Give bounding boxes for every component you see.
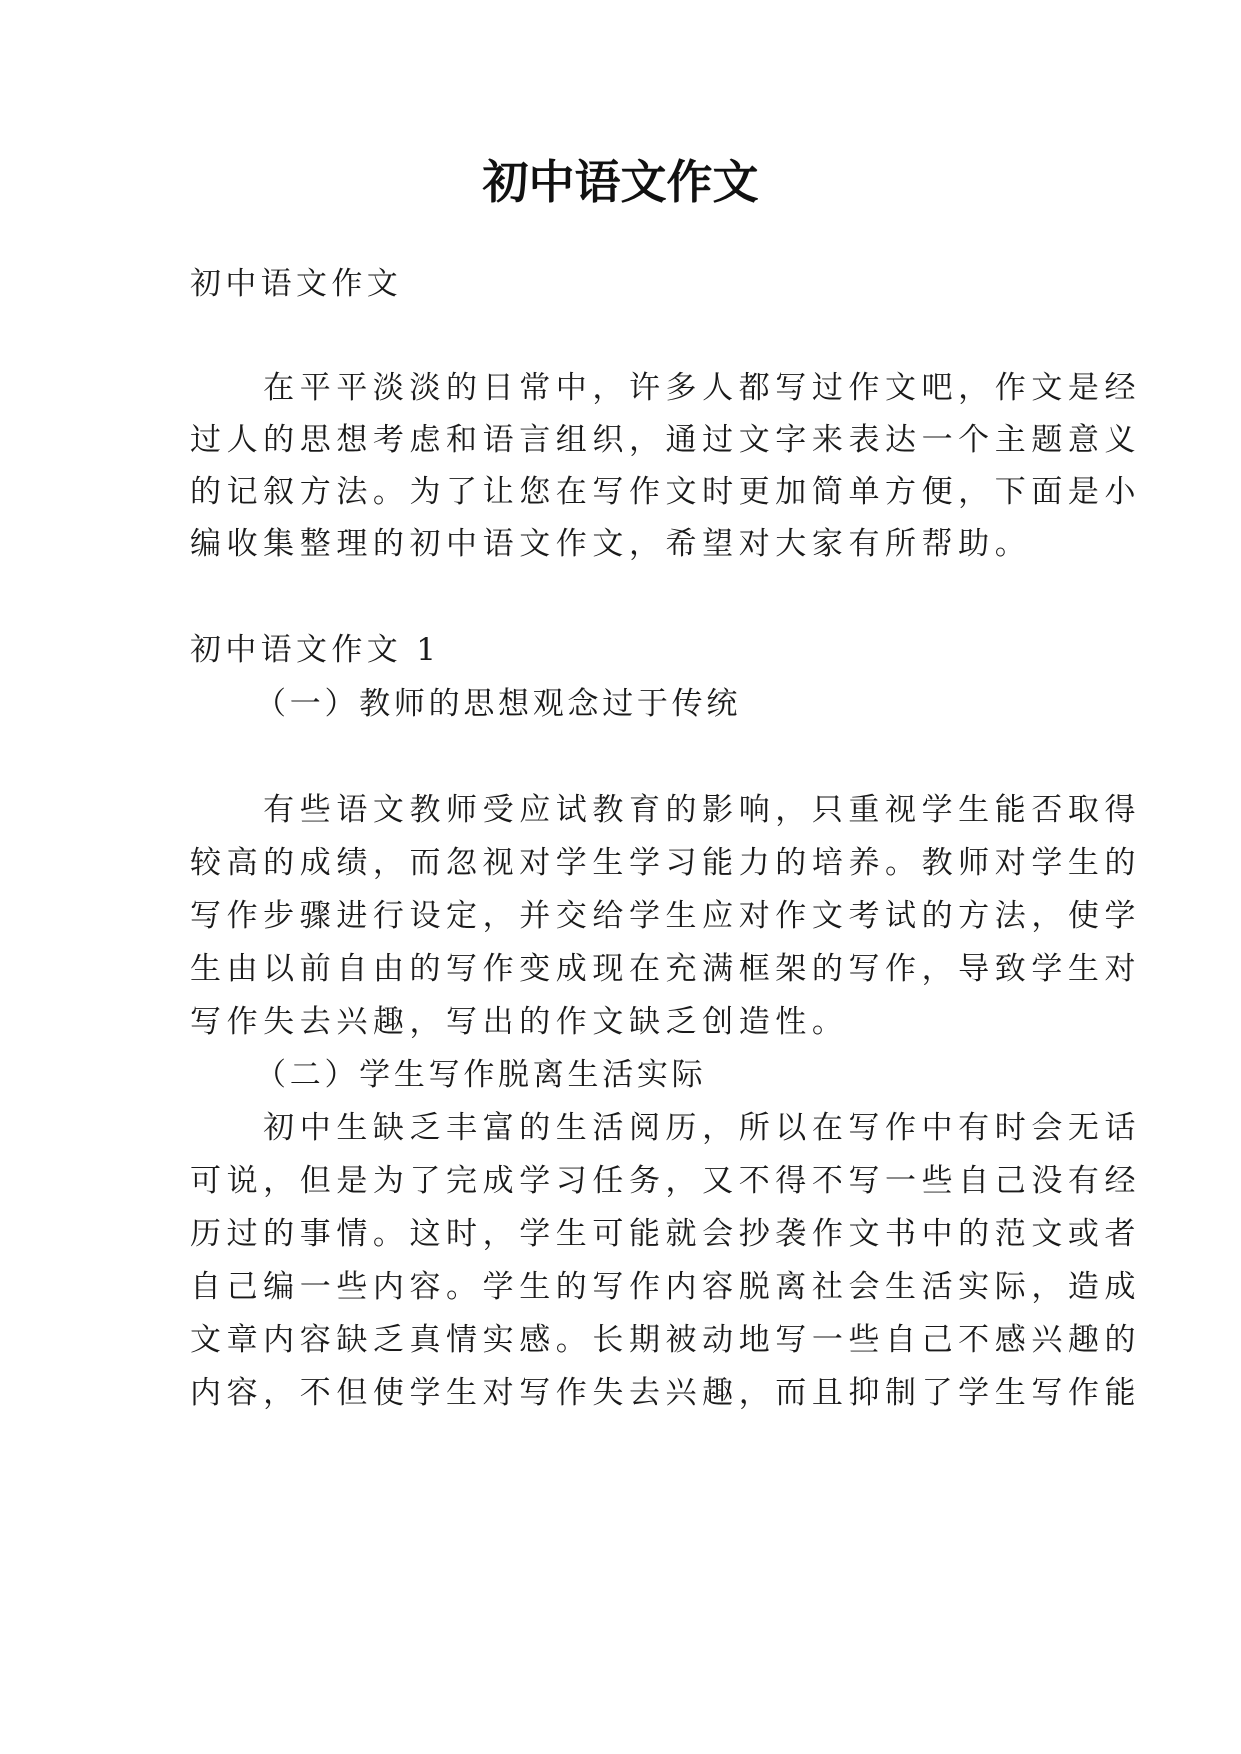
body-paragraph-line: 自己编一些内容。学生的写作内容脱离社会生活实际，造成 bbox=[190, 1269, 1142, 1305]
body-paragraph-line: 可说，但是为了完成学习任务，又不得不写一些自己没有经 bbox=[190, 1163, 1142, 1199]
intro-paragraph-line: 编收集整理的初中语文作文，希望对大家有所帮助。 bbox=[190, 526, 1032, 562]
intro-paragraph-line: 过人的思想考虑和语言组织，通过文字来表达一个主题意义 bbox=[190, 422, 1142, 458]
essay-heading: 初中语文作文 1 bbox=[190, 632, 441, 668]
body-paragraph-line: 写作失去兴趣，写出的作文缺乏创造性。 bbox=[190, 1004, 849, 1040]
intro-paragraph-line: 在平平淡淡的日常中，许多人都写过作文吧，作文是经 bbox=[263, 370, 1142, 406]
body-paragraph-line: 初中生缺乏丰富的生活阅历，所以在写作中有时会无话 bbox=[263, 1110, 1142, 1146]
body-paragraph-line: 生由以前自由的写作变成现在充满框架的写作，导致学生对 bbox=[190, 951, 1142, 987]
document-title: 初中语文作文 bbox=[482, 155, 759, 209]
body-paragraph-line: 内容，不但使学生对写作失去兴趣，而且抑制了学生写作能 bbox=[190, 1375, 1142, 1411]
body-paragraph-line: 写作步骤进行设定，并交给学生应对作文考试的方法，使学 bbox=[190, 898, 1142, 934]
body-paragraph-line: 文章内容缺乏真情实感。长期被动地写一些自己不感兴趣的 bbox=[190, 1322, 1142, 1358]
intro-paragraph-line: 的记叙方法。为了让您在写作文时更加简单方便，下面是小 bbox=[190, 474, 1142, 510]
body-paragraph-line: 有些语文教师受应试教育的影响，只重视学生能否取得 bbox=[263, 792, 1142, 828]
section-heading-2: （二）学生写作脱离生活实际 bbox=[255, 1057, 707, 1093]
section-heading-1: （一）教师的思想观念过于传统 bbox=[255, 686, 742, 722]
body-paragraph-line: 历过的事情。这时，学生可能就会抄袭作文书中的范文或者 bbox=[190, 1216, 1142, 1252]
subtitle-line: 初中语文作文 bbox=[190, 266, 403, 302]
body-paragraph-line: 较高的成绩，而忽视对学生学习能力的培养。教师对学生的 bbox=[190, 845, 1142, 881]
